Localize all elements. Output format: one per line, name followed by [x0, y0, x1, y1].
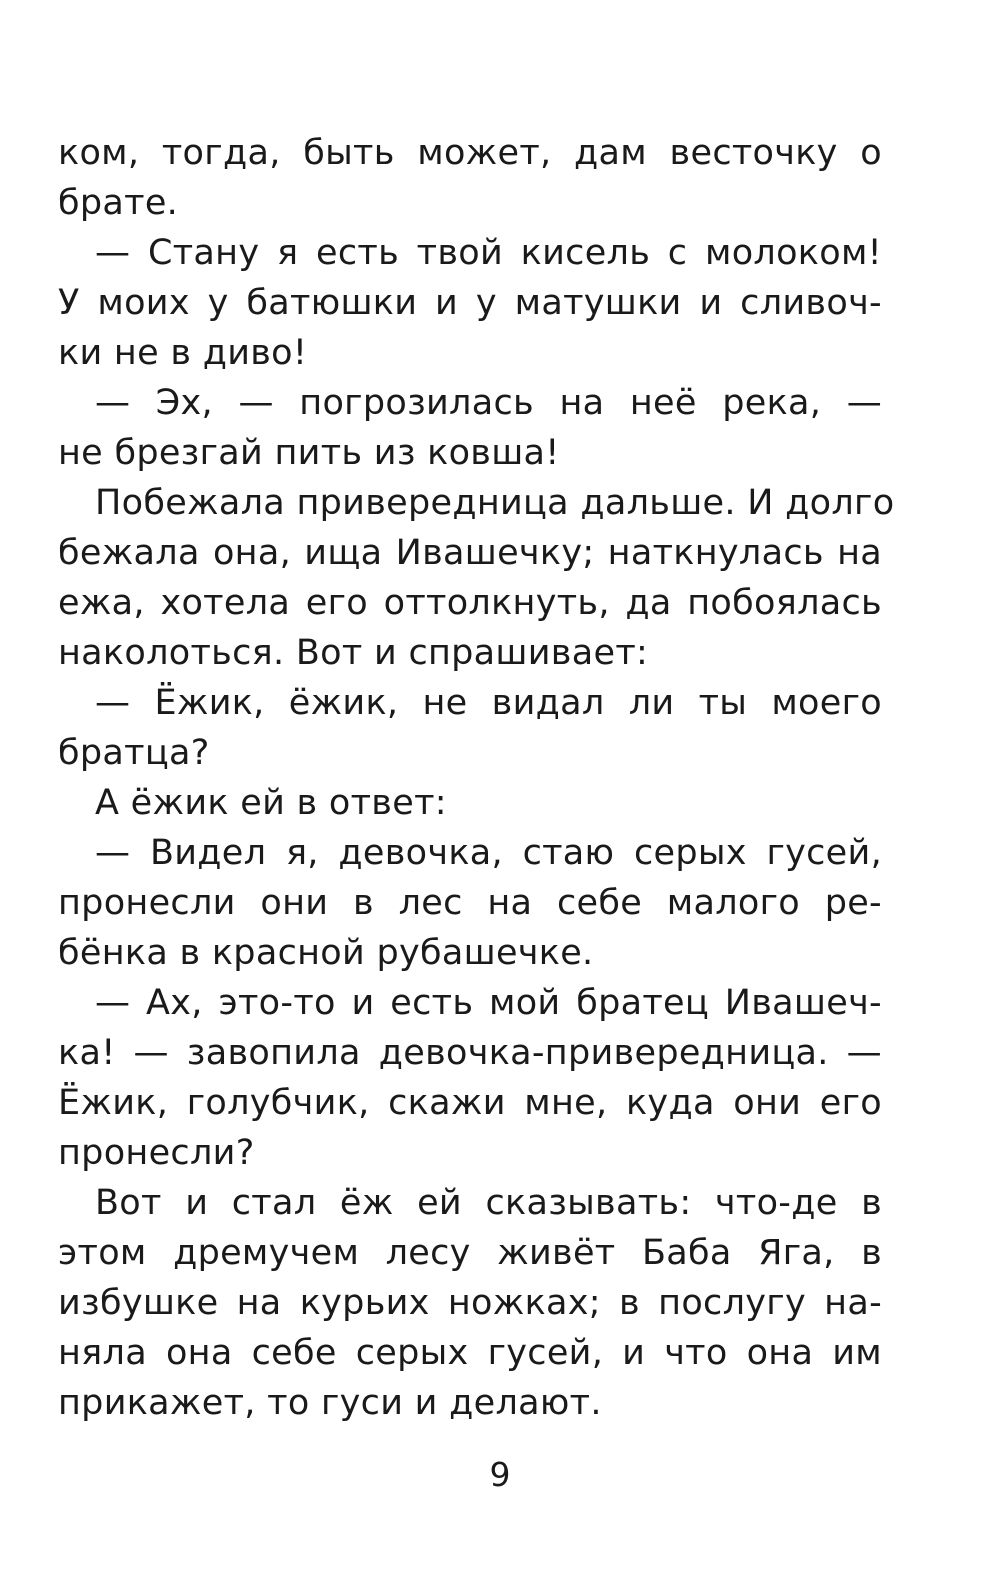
text-line: прикажет, то гуси и делают.: [58, 1383, 602, 1423]
text-line: наколоться. Вот и спрашивает:: [58, 633, 649, 673]
text-line: ежа, хотела его оттолкнуть, да побоялась: [58, 583, 882, 623]
body-text: [58, 128, 895, 1428]
text-line: ки не в диво!: [58, 333, 308, 373]
text-line: пронесли они в лес на себе малого ре-: [58, 883, 882, 923]
text-line: — Эх, — погрозилась на неё река, —: [95, 383, 882, 423]
text-line: этом дремучем лесу живёт Баба Яга, в: [58, 1233, 882, 1273]
text-line: не брезгай пить из ковша!: [58, 433, 560, 473]
text-line: бёнка в красной рубашечке.: [58, 933, 594, 973]
text-line: избушке на курьих ножках; в послугу на-: [58, 1283, 882, 1323]
text-line: братца?: [58, 733, 210, 773]
text-line: — Ёжик, ёжик, не видал ли ты моего: [95, 683, 882, 723]
text-line: Ёжик, голубчик, скажи мне, куда они его: [58, 1083, 882, 1123]
text-line: Вот и стал ёж ей сказывать: что-де в: [95, 1183, 882, 1223]
text-line: бежала она, ища Ивашечку; наткнулась на: [58, 533, 882, 573]
text-line: Побежала привередница дальше. И долго: [95, 483, 895, 523]
page-number: 9: [489, 1455, 511, 1494]
text-line: — Стану я есть твой кисель с молоком!: [95, 233, 882, 273]
text-line: ка! — завопила девочка-привередница. —: [58, 1033, 882, 1073]
text-line: А ёжик ей в ответ:: [95, 783, 447, 823]
text-line: пронесли?: [58, 1133, 255, 1173]
text-line: — Ах, это-то и есть мой братец Ивашеч-: [95, 983, 882, 1023]
text-line: — Видел я, девочка, стаю серых гусей,: [95, 833, 882, 873]
text-line: У моих у батюшки и у матушки и сливоч-: [58, 283, 882, 323]
text-line: няла она себе серых гусей, и что она им: [58, 1333, 882, 1373]
text-line: брате.: [58, 183, 179, 223]
text-line: ком, тогда, быть может, дам весточку о: [58, 133, 882, 173]
